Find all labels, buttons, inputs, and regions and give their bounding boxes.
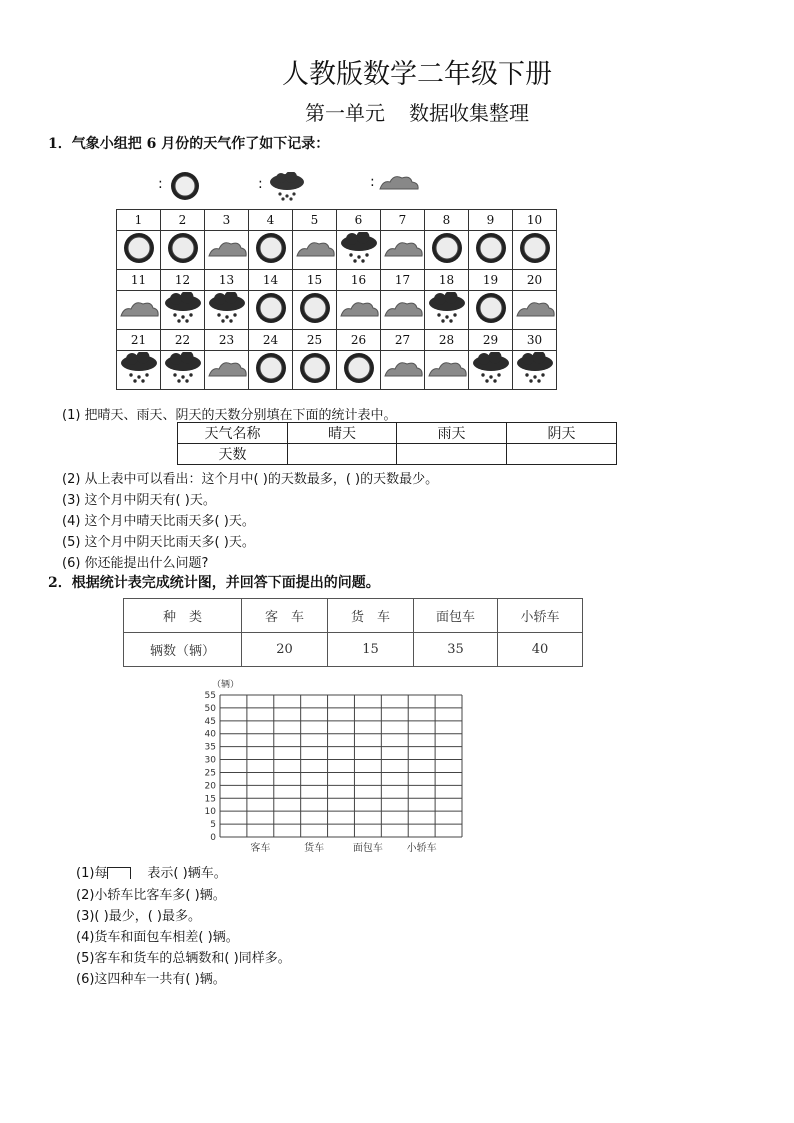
calendar-day-number: 26 [337, 330, 381, 351]
weather-stats-table [177, 422, 617, 465]
rainy-icon [205, 291, 249, 330]
cloudy-icon [425, 351, 469, 390]
cloudy-icon [205, 351, 249, 390]
calendar-day-number: 13 [205, 270, 249, 291]
unit-label: 第一单元 [305, 101, 385, 125]
cloudy-icon [381, 291, 425, 330]
cloudy-icon [381, 351, 425, 390]
x-category-label: 客车 [250, 843, 271, 854]
calendar-day-number: 20 [513, 270, 557, 291]
cloudy-icon [381, 231, 425, 270]
answer-cell-cloudy[interactable] [507, 444, 617, 465]
unit-topic: 数据收集整理 [409, 101, 529, 125]
question-1-sub-1: (1) 把晴天、雨天、阴天的天数分别填在下面的统计表中。 [62, 408, 397, 423]
vehicle-value-truck: 15 [328, 633, 414, 667]
header-cloudy: 阴天 [507, 423, 617, 444]
y-tick-label: 10 [204, 807, 216, 818]
y-tick-label: 55 [204, 691, 216, 701]
cloudy-icon [205, 231, 249, 270]
page-title: 人教版数学二年级下册 [282, 59, 552, 90]
header-rainy: 雨天 [397, 423, 507, 444]
vehicle-bar-chart[interactable] [190, 676, 480, 860]
y-tick-label: 50 [204, 703, 216, 714]
rainy-icon [268, 172, 306, 202]
question-1-prompt: 1．气象小组把 6 月份的天气作了如下记录： [48, 136, 330, 152]
y-tick-label: 5 [210, 820, 216, 831]
question-1-sub-4: (4) 这个月中晴天比雨天多( )天。 [62, 514, 255, 529]
sunny-icon [161, 231, 205, 270]
calendar-day-number: 25 [293, 330, 337, 351]
rainy-icon [161, 291, 205, 330]
calendar-day-number: 7 [381, 210, 425, 231]
calendar-day-number: 23 [205, 330, 249, 351]
cloudy-icon [378, 172, 420, 192]
question-2-sub-1 [76, 862, 227, 881]
question-2-sub-6: (6)这四种车一共有( )辆。 [76, 972, 226, 987]
sunny-icon [117, 231, 161, 270]
header-sunny: 晴天 [288, 423, 397, 444]
question-2-sub-3: (3)( )最少，( )最多。 [76, 909, 201, 924]
y-tick-label: 45 [204, 716, 216, 727]
sunny-icon [293, 291, 337, 330]
vehicle-value-bus: 20 [242, 633, 328, 667]
sunny-icon [249, 231, 293, 270]
rainy-icon [337, 231, 381, 270]
cloudy-icon [293, 231, 337, 270]
calendar-day-number: 24 [249, 330, 293, 351]
sunny-icon [469, 291, 513, 330]
answer-cell-rainy[interactable] [397, 444, 507, 465]
unit-square-icon [107, 867, 131, 879]
calendar-day-number: 29 [469, 330, 513, 351]
calendar-day-number: 6 [337, 210, 381, 231]
question-1-sub-5: (5) 这个月中阴天比雨天多( )天。 [62, 535, 255, 550]
sunny-icon [469, 231, 513, 270]
calendar-day-number: 16 [337, 270, 381, 291]
sunny-icon [249, 351, 293, 390]
calendar-day-number: 17 [381, 270, 425, 291]
x-category-label: 面包车 [352, 843, 383, 854]
rainy-icon [161, 351, 205, 390]
y-tick-label: 40 [204, 729, 216, 740]
cloudy-icon [337, 291, 381, 330]
weather-calendar [116, 209, 557, 390]
calendar-day-number: 9 [469, 210, 513, 231]
question-2-sub-2: (2)小轿车比客车多( )辆。 [76, 888, 226, 903]
rainy-icon [513, 351, 557, 390]
calendar-day-number: 28 [425, 330, 469, 351]
calendar-day-number: 8 [425, 210, 469, 231]
sunny-icon [168, 170, 202, 202]
vehicle-header-type: 种 类 [124, 599, 242, 633]
legend-colon-cloudy: : [370, 174, 375, 190]
sunny-icon [337, 351, 381, 390]
sub1-suffix: 表示( )辆车。 [147, 866, 227, 881]
y-tick-label: 15 [204, 794, 216, 805]
x-category-label: 小轿车 [406, 843, 437, 854]
legend-colon-sunny: : [158, 176, 163, 192]
vehicle-table [123, 598, 583, 667]
vehicle-header-car: 小轿车 [498, 599, 583, 633]
calendar-day-number: 5 [293, 210, 337, 231]
calendar-day-number: 12 [161, 270, 205, 291]
rainy-icon [117, 351, 161, 390]
calendar-day-number: 27 [381, 330, 425, 351]
calendar-day-number: 18 [425, 270, 469, 291]
calendar-day-number: 14 [249, 270, 293, 291]
calendar-day-number: 15 [293, 270, 337, 291]
rainy-icon [469, 351, 513, 390]
cloudy-icon [117, 291, 161, 330]
vehicle-value-car: 40 [498, 633, 583, 667]
cloudy-icon [513, 291, 557, 330]
vehicle-header-bus: 客 车 [242, 599, 328, 633]
y-axis-label: （辆） [212, 680, 240, 690]
calendar-day-number: 3 [205, 210, 249, 231]
vehicle-header-truck: 货 车 [328, 599, 414, 633]
sunny-icon [293, 351, 337, 390]
y-tick-label: 20 [204, 781, 216, 792]
rainy-icon [425, 291, 469, 330]
page-subtitle [0, 97, 794, 126]
answer-cell-sunny[interactable] [288, 444, 397, 465]
calendar-day-number: 22 [161, 330, 205, 351]
y-tick-label: 0 [210, 833, 216, 843]
header-weather-name: 天气名称 [178, 423, 288, 444]
vehicle-row-label: 辆数（辆） [124, 633, 242, 667]
vehicle-header-van: 面包车 [414, 599, 498, 633]
y-tick-label: 25 [204, 768, 216, 779]
sub1-prefix: (1)每 [76, 866, 108, 881]
question-1-sub-2: (2) 从上表中可以看出：这个月中( )的天数最多，( )的天数最少。 [62, 472, 439, 487]
row-label-days: 天数 [178, 444, 288, 465]
calendar-day-number: 2 [161, 210, 205, 231]
calendar-day-number: 4 [249, 210, 293, 231]
question-1-sub-6: (6) 你还能提出什么问题? [62, 556, 209, 571]
calendar-day-number: 11 [117, 270, 161, 291]
sunny-icon [425, 231, 469, 270]
legend-colon-rainy: : [258, 176, 263, 192]
calendar-day-number: 21 [117, 330, 161, 351]
calendar-day-number: 1 [117, 210, 161, 231]
vehicle-value-van: 35 [414, 633, 498, 667]
weather-legend [158, 170, 448, 202]
question-2-prompt: 2．根据统计表完成统计图，并回答下面提出的问题。 [48, 575, 380, 591]
sunny-icon [513, 231, 557, 270]
question-2-sub-5: (5)客车和货车的总辆数和( )同样多。 [76, 951, 291, 966]
calendar-day-number: 30 [513, 330, 557, 351]
sunny-icon [249, 291, 293, 330]
y-tick-label: 30 [204, 755, 216, 766]
question-2-sub-4: (4)货车和面包车相差( )辆。 [76, 930, 239, 945]
calendar-day-number: 19 [469, 270, 513, 291]
y-tick-label: 35 [204, 742, 216, 753]
calendar-day-number: 10 [513, 210, 557, 231]
weather-calendar-grid [116, 209, 557, 390]
x-category-label: 货车 [304, 843, 325, 854]
question-1-sub-3: (3) 这个月中阴天有( )天。 [62, 493, 216, 508]
